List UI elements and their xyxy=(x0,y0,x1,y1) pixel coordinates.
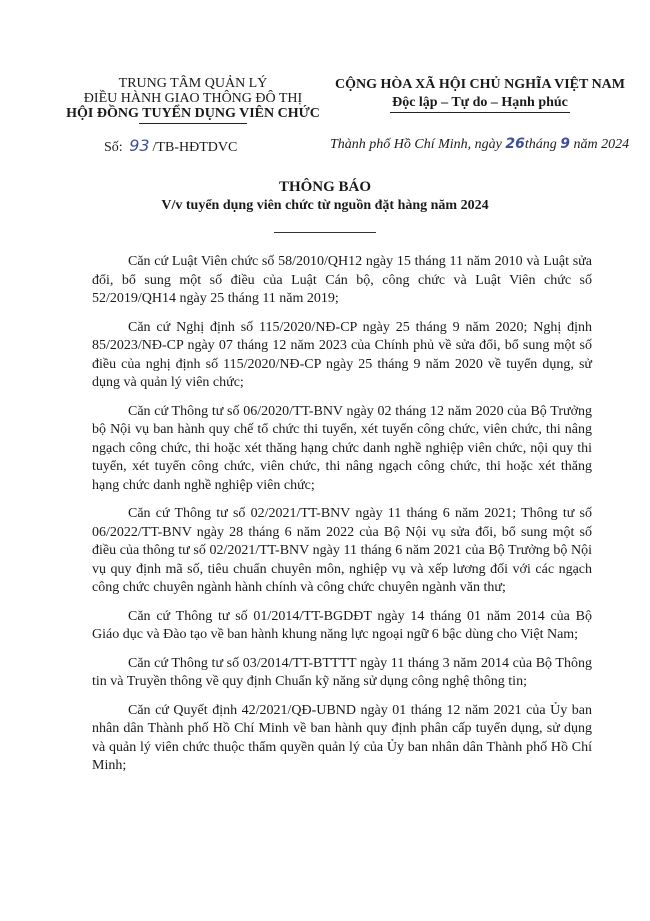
paragraph: Căn cứ Thông tư số 01/2014/TT-BGDĐT ngày 14 tháng 01 năm 2014 của Bộ Giáo dục và Đào tạo về ban hành khung năng lực ngoại ngữ 6 bậc dùng cho Việt Nam; xyxy=(92,608,592,642)
date-prefix: Thành phố Hồ Chí Minh, ngày xyxy=(330,137,502,152)
handwritten-day: 26 xyxy=(505,136,525,152)
month-label: tháng xyxy=(524,137,557,152)
handwritten-number: 93 xyxy=(129,136,150,155)
paragraph: Căn cứ Thông tư số 02/2021/TT-BNV ngày 11 tháng 6 năm 2021; Thông tư số 06/2022/TT-BNV ngày 28 tháng 6 năm 2022 của Bộ Nội vụ sửa đổi, bổ sung một số điều của thông tư số 02/2021/TT-BNV ngày 11 tháng 6 năm 2021 của Bộ Trưởng bộ Nội vụ quy định mã số, tiêu chuẩn chuyên môn, nghiệp vụ và xếp lương đối với các ngạch công chức chuyên ngành hành chính và công chức chuyên ngành văn thư; xyxy=(92,506,592,595)
number-suffix: /TB-HĐTDVC xyxy=(152,140,238,155)
paragraph: Căn cứ Nghị định số 115/2020/NĐ-CP ngày 25 tháng 9 năm 2020; Nghị định 85/2023/NĐ-CP ngày 07 tháng 12 năm 2023 của Chính phủ về sửa đổi, bổ sung một số điều của nghị định số 115/2020/NĐ-CP ngày 25 tháng 9 năm 2020 về tuyển dụng, sử dụng và quản lý viên chức; xyxy=(92,319,592,390)
year-text: năm 2024 xyxy=(573,137,630,152)
national-motto: Độc lập – Tự do – Hạnh phúc xyxy=(390,94,570,113)
issue-date xyxy=(330,136,629,153)
paragraph: Căn cứ Quyết định 42/2021/QĐ-UBND ngày 01 tháng 12 năm 2021 của Ủy ban nhân dân Thành phố Hồ Chí Minh về ban hành quy định phân cấp tuyển dụng, sử dụng và quản lý viên chức thuộc thẩm quyền quản lý của Ủy ban nhân dân Thành phố Hồ Chí Minh; xyxy=(92,702,592,773)
org-underline xyxy=(139,123,247,124)
document-body xyxy=(92,253,592,786)
org-name-line-2: ĐIỀU HÀNH GIAO THÔNG ĐÔ THỊ xyxy=(83,91,303,106)
number-label: Số: xyxy=(104,140,123,155)
title-divider xyxy=(274,232,376,233)
country-name: CỘNG HÒA XÃ HỘI CHỦ NGHĨA VIỆT NAM xyxy=(334,77,625,92)
handwritten-month: 9 xyxy=(560,136,571,152)
paragraph: Căn cứ Thông tư số 03/2014/TT-BTTTT ngày 11 tháng 3 năm 2014 của Bộ Thông tin và Truyền thông về quy định Chuẩn kỹ năng sử dụng công nghệ thông tin; xyxy=(92,655,592,689)
document-number xyxy=(104,136,237,156)
national-header xyxy=(330,76,630,113)
document-subtitle: V/v tuyển dụng viên chức từ nguồn đặt hàng năm 2024 xyxy=(161,198,489,213)
org-name-line-1: TRUNG TÂM QUẢN LÝ xyxy=(118,76,268,91)
org-name-line-3: HỘI ĐỒNG TUYỂN DỤNG VIÊN CHỨC xyxy=(66,106,320,121)
paragraph: Căn cứ Luật Viên chức số 58/2010/QH12 ngày 15 tháng 11 năm 2010 và Luật sửa đổi, bổ sung một số điều của Luật Cán bộ, công chức và Luật Viên chức số 52/2019/QH14 ngày 25 tháng 11 năm 2019; xyxy=(92,254,592,306)
document-title: THÔNG BÁO xyxy=(278,179,372,195)
paragraph: Căn cứ Thông tư số 06/2020/TT-BNV ngày 02 tháng 12 năm 2020 của Bộ Trưởng bộ Nội vụ ban hành quy chế tổ chức thi tuyển, xét tuyển công chức, viên chức, thi nâng ngạch công chức, thi hoặc xét thăng hạng chức danh nghề nghiệp viên chức, nội quy thi tuyển, xét tuyển công chức, viên chức, thi nâng ngạch công chức, thi hoặc xét thăng hạng chức danh nghề nghiệp viên chức; xyxy=(92,403,592,493)
issuing-organization xyxy=(58,76,328,124)
